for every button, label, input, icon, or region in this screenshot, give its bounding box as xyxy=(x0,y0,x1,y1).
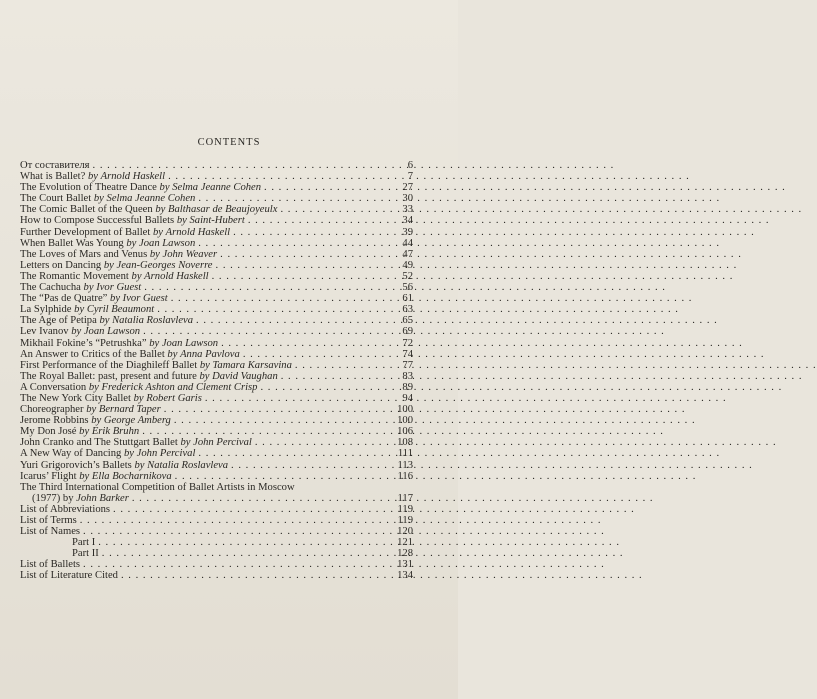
toc-entry-title: The Court Ballet xyxy=(20,193,92,205)
toc-entry-title: How to Compose Successful Ballets xyxy=(20,215,175,227)
toc-entry-author: Joan Lawson xyxy=(83,326,141,338)
toc-entry-title: Letters on Dancing xyxy=(20,259,102,271)
contents-heading: CONTENTS xyxy=(197,137,261,148)
toc-entry-author: Natalia Roslavleva xyxy=(147,459,229,471)
toc-entry-by: by xyxy=(103,259,114,271)
toc-entry-title: Part I xyxy=(72,537,96,549)
dot-leader xyxy=(243,349,394,360)
toc-entry-author: Tamara Karsavina xyxy=(212,359,292,371)
toc-entry xyxy=(20,382,413,393)
toc-entry xyxy=(20,260,413,271)
toc-entry xyxy=(20,448,413,459)
toc-entry-author: Natalia Roslavleva xyxy=(112,315,194,327)
toc-entry xyxy=(20,426,413,437)
toc-entry-title: The Age of Petipa xyxy=(20,315,97,327)
toc-entry-wrapped xyxy=(20,482,413,504)
toc-entry xyxy=(20,193,413,204)
toc-entry-page: 131 xyxy=(397,559,413,571)
toc-entry xyxy=(20,293,413,304)
toc-entry-title: List of Literature Cited xyxy=(20,570,118,582)
toc-entry xyxy=(20,204,413,215)
dot-leader xyxy=(98,537,394,548)
toc-entry-title: My Don José xyxy=(20,426,77,438)
toc-entry-by: by xyxy=(134,459,145,471)
toc-entry-title: The Evolution of Theatre Dance xyxy=(20,182,157,194)
toc-entry-by: by xyxy=(71,326,82,338)
dot-leader xyxy=(198,193,394,204)
toc-entry xyxy=(20,160,413,171)
dot-leader xyxy=(264,182,394,193)
toc-entry xyxy=(20,171,413,182)
toc-entry-by: by xyxy=(176,215,187,227)
toc-entry-page: 7 xyxy=(407,171,413,183)
toc-entry-author: John Percival xyxy=(136,448,196,460)
toc-entry-by: by xyxy=(149,337,160,349)
toc-entry xyxy=(20,415,413,426)
toc-entry xyxy=(20,526,413,537)
toc-entry-by: by xyxy=(86,404,97,416)
toc-entry-title: The New York City Ballet xyxy=(20,392,131,404)
toc-entry-author: Balthasar de Beaujoyeulx xyxy=(168,204,278,216)
toc-entry-title: Jerome Robbins xyxy=(20,415,89,427)
toc-entry-author: Anna Pavlova xyxy=(180,348,240,360)
toc-entry-title: List of Terms xyxy=(20,515,77,526)
toc-entry-author: Ivor Guest xyxy=(96,282,142,294)
toc-entry-page: 134 xyxy=(397,570,413,582)
toc-entry-title: (1977) xyxy=(32,492,61,504)
toc-entry-title: First Performance of the Diaghileff Ballet xyxy=(20,359,198,371)
dot-leader xyxy=(93,160,394,171)
toc-entry-author: John Barker xyxy=(76,492,129,504)
toc-entry-page: 74 xyxy=(402,348,413,360)
toc-entry-page: 77 xyxy=(402,359,413,371)
toc-entry-author: Jean-Georges Noverre xyxy=(116,259,213,271)
toc-entry-page: 34 xyxy=(402,215,413,227)
toc-entry xyxy=(20,282,413,293)
dot-leader xyxy=(205,393,394,404)
dot-leader xyxy=(174,415,394,426)
toc-entry-title: Icarus’ Flight xyxy=(20,470,77,482)
toc-entry xyxy=(20,393,413,404)
toc-entry-title: Mikhail Fokine’s “Petrushka” xyxy=(20,337,147,349)
toc-entry xyxy=(20,548,413,559)
toc-entry-page: 63 xyxy=(402,304,413,316)
toc-entry-page: 121 xyxy=(397,537,413,549)
toc-entry-page: 56 xyxy=(402,282,413,294)
dot-leader xyxy=(171,293,394,304)
dot-leader xyxy=(280,204,394,215)
toc-entry-page: 61 xyxy=(402,293,413,305)
toc-entry-author: George Amberg xyxy=(103,415,171,427)
toc-entry xyxy=(20,215,413,226)
dot-leader xyxy=(102,548,394,559)
toc-entry-by: by xyxy=(83,282,94,294)
toc-entry-page: 128 xyxy=(397,548,413,560)
toc-entry-by: by xyxy=(133,392,144,404)
toc-entry-title: Lev Ivanov xyxy=(20,326,69,338)
toc-entry-title: When Ballet Was Young xyxy=(20,237,124,249)
toc-entry-author: Ivor Guest xyxy=(122,293,168,305)
toc-entry-by: by xyxy=(91,415,102,427)
dot-leader xyxy=(83,526,394,537)
dot-leader xyxy=(281,371,394,382)
toc-entry-page: 89 xyxy=(402,381,413,393)
dot-leader xyxy=(231,460,394,471)
dot-leader xyxy=(233,227,394,238)
toc-entry-author: Joan Lawson xyxy=(161,337,219,349)
toc-entry-title: A New Way of Dancing xyxy=(20,448,122,460)
dot-leader xyxy=(164,404,394,415)
toc-entry xyxy=(20,338,413,349)
toc-entry-by: by xyxy=(180,437,191,449)
toc-entry-title: List of Abbreviations xyxy=(20,503,111,515)
toc-entry xyxy=(20,471,413,482)
toc-entry-by: by xyxy=(167,348,178,360)
dot-leader xyxy=(216,260,394,271)
dot-leader xyxy=(198,448,394,459)
toc-entry-title: What is Ballet? xyxy=(20,171,86,183)
toc-entry xyxy=(20,360,413,371)
toc-entry-by: by xyxy=(126,237,137,249)
toc-entry-author: David Vaughan xyxy=(212,370,278,382)
toc-entry-page: 100 xyxy=(397,415,413,427)
toc-entry-author: Selma Jeanne Cohen xyxy=(172,182,262,194)
dot-leader xyxy=(260,382,394,393)
toc-entry-author: Frederick Ashton and Clement Crisp xyxy=(101,381,258,393)
toc-entry-by: by xyxy=(124,448,134,460)
toc-entry-title: An Answer to Critics of the Ballet xyxy=(20,348,165,360)
toc-entry-author: Selma Jeanne Cohen xyxy=(106,193,196,205)
toc-entry-author: Saint-Hubert xyxy=(189,215,245,227)
toc-entry xyxy=(20,315,413,326)
dot-leader xyxy=(255,437,394,448)
toc-entry-page: 33 xyxy=(402,204,413,216)
toc-entry-page: 47 xyxy=(402,248,413,260)
toc-entry-page: 116 xyxy=(397,470,413,482)
toc-entry xyxy=(20,326,413,337)
toc-entry xyxy=(20,559,413,570)
dot-leader xyxy=(80,515,394,526)
dot-leader xyxy=(157,304,394,315)
toc-entry-title: Yuri Grigorovich’s Ballets xyxy=(20,459,132,471)
toc-entry-title: Choreographer xyxy=(20,404,84,416)
toc-entry-by: by xyxy=(88,381,99,393)
toc-entry-by: by xyxy=(152,226,163,238)
toc-entry-page: 44 xyxy=(402,237,413,249)
toc-entry-page: 65 xyxy=(402,315,413,327)
toc-entry-page: 83 xyxy=(402,370,413,382)
toc-entry-title: The Romantic Movement xyxy=(20,270,129,282)
toc-entry-author: Bernard Taper xyxy=(98,404,161,416)
toc-entry-author: John Weaver xyxy=(162,248,218,260)
toc-entry-title: От составителя xyxy=(20,160,90,171)
toc-entry-author: Arnold Haskell xyxy=(165,226,231,238)
toc-entry xyxy=(20,404,413,415)
toc-entry-by: by xyxy=(79,426,90,438)
toc-entry xyxy=(20,271,413,282)
toc-entry-title: The Cachucha xyxy=(20,282,81,294)
toc-entry-author: John Percival xyxy=(193,437,252,449)
toc-entry-by: by xyxy=(79,470,90,482)
toc-entry-title: Further Development of Ballet xyxy=(20,226,151,238)
dot-leader xyxy=(295,360,394,371)
toc-entry-by: by xyxy=(155,204,166,216)
dot-leader xyxy=(142,426,394,437)
toc-entry xyxy=(20,515,413,526)
dot-leader xyxy=(220,249,394,260)
dot-leader xyxy=(198,238,394,249)
toc-entry-author: Cyril Beaumont xyxy=(86,304,155,316)
toc-entry-by: by xyxy=(93,193,104,205)
toc-entry-title: La Sylphide xyxy=(20,304,72,316)
toc-entry xyxy=(20,460,413,471)
toc-entry-title: Part II xyxy=(72,548,99,560)
toc-entry-by: by xyxy=(110,293,121,305)
toc-entry xyxy=(20,437,413,448)
toc-entry-by: by xyxy=(199,359,210,371)
toc-entry-by: by xyxy=(199,370,210,382)
toc-entry-page: 52 xyxy=(402,270,413,282)
toc-entry-page: 106 xyxy=(397,426,413,438)
toc-entry-by: by xyxy=(87,171,98,183)
toc-entry-page: 100 xyxy=(397,404,413,416)
toc-entry-page: 111 xyxy=(397,448,413,460)
toc-entry xyxy=(20,504,413,515)
toc-entry-by: by xyxy=(149,248,160,260)
toc-entry-page: 94 xyxy=(402,392,413,404)
dot-leader xyxy=(113,504,394,515)
dot-leader xyxy=(83,559,394,570)
toc-entry-title: A Conversation xyxy=(20,381,87,393)
toc-entry xyxy=(20,349,413,360)
toc-entry-author: Ella Bocharnikova xyxy=(91,470,172,482)
toc-entry-page: 49 xyxy=(402,259,413,271)
toc-entry-page: 72 xyxy=(402,337,413,349)
toc-entry xyxy=(20,182,413,193)
toc-entry-author: Erik Bruhn xyxy=(91,426,140,438)
toc-entry-page: 69 xyxy=(402,326,413,338)
toc-entry-title: List of Names xyxy=(20,526,81,538)
toc-entry-page: 119 xyxy=(397,515,413,526)
toc-entry-page: 6 xyxy=(407,160,413,171)
toc-entry-page: 120 xyxy=(397,526,413,538)
toc-entry-page: 113 xyxy=(397,459,413,471)
toc-entry-author: Arnold Haskell xyxy=(100,171,166,183)
toc-entry xyxy=(20,371,413,382)
toc-entry xyxy=(20,537,413,548)
toc-entry-by: by xyxy=(62,492,74,504)
dot-leader xyxy=(175,471,394,482)
toc-entry-page: 108 xyxy=(397,437,413,449)
toc-entry-page: 119 xyxy=(397,503,413,515)
toc-entry-by: by xyxy=(99,315,110,327)
table-of-contents xyxy=(20,160,413,582)
toc-entry-page: 30 xyxy=(402,193,413,205)
toc-entry-title-line1: The Third International Competition of Ballet Artists in Moscow xyxy=(20,481,295,493)
toc-entry xyxy=(20,304,413,315)
toc-entry-title: The Comic Ballet of the Queen xyxy=(20,204,153,216)
dot-leader xyxy=(132,493,394,504)
toc-entry-page: 27 xyxy=(402,182,413,194)
toc-entry-by: by xyxy=(131,270,142,282)
toc-entry-page: 117 xyxy=(397,492,413,504)
toc-entry-title: John Cranko and The Stuttgart Ballet xyxy=(20,437,178,449)
toc-entry-title: List of Ballets xyxy=(20,559,81,571)
toc-entry-author: Arnold Haskell xyxy=(144,270,209,282)
dot-leader xyxy=(196,315,394,326)
toc-entry-page: 39 xyxy=(402,226,413,238)
toc-entry xyxy=(20,238,413,249)
dot-leader xyxy=(168,171,394,182)
toc-entry-title: The Loves of Mars and Venus xyxy=(20,248,148,260)
toc-entry-by: by xyxy=(159,182,170,194)
dot-leader xyxy=(248,215,394,226)
dot-leader xyxy=(212,271,394,282)
toc-entry-author: Robert Garis xyxy=(146,392,202,404)
toc-entry-author: Joan Lawson xyxy=(139,237,196,249)
toc-entry xyxy=(20,249,413,260)
toc-entry xyxy=(20,227,413,238)
dot-leader xyxy=(143,326,394,337)
toc-entry-title: The Royal Ballet: past, present and future xyxy=(20,370,197,382)
toc-entry-title: The “Pas de Quatre” xyxy=(20,293,108,305)
dot-leader xyxy=(144,282,394,293)
toc-entry xyxy=(20,570,413,581)
dot-leader xyxy=(121,570,394,581)
dot-leader xyxy=(221,338,394,349)
toc-entry-by: by xyxy=(74,304,85,316)
